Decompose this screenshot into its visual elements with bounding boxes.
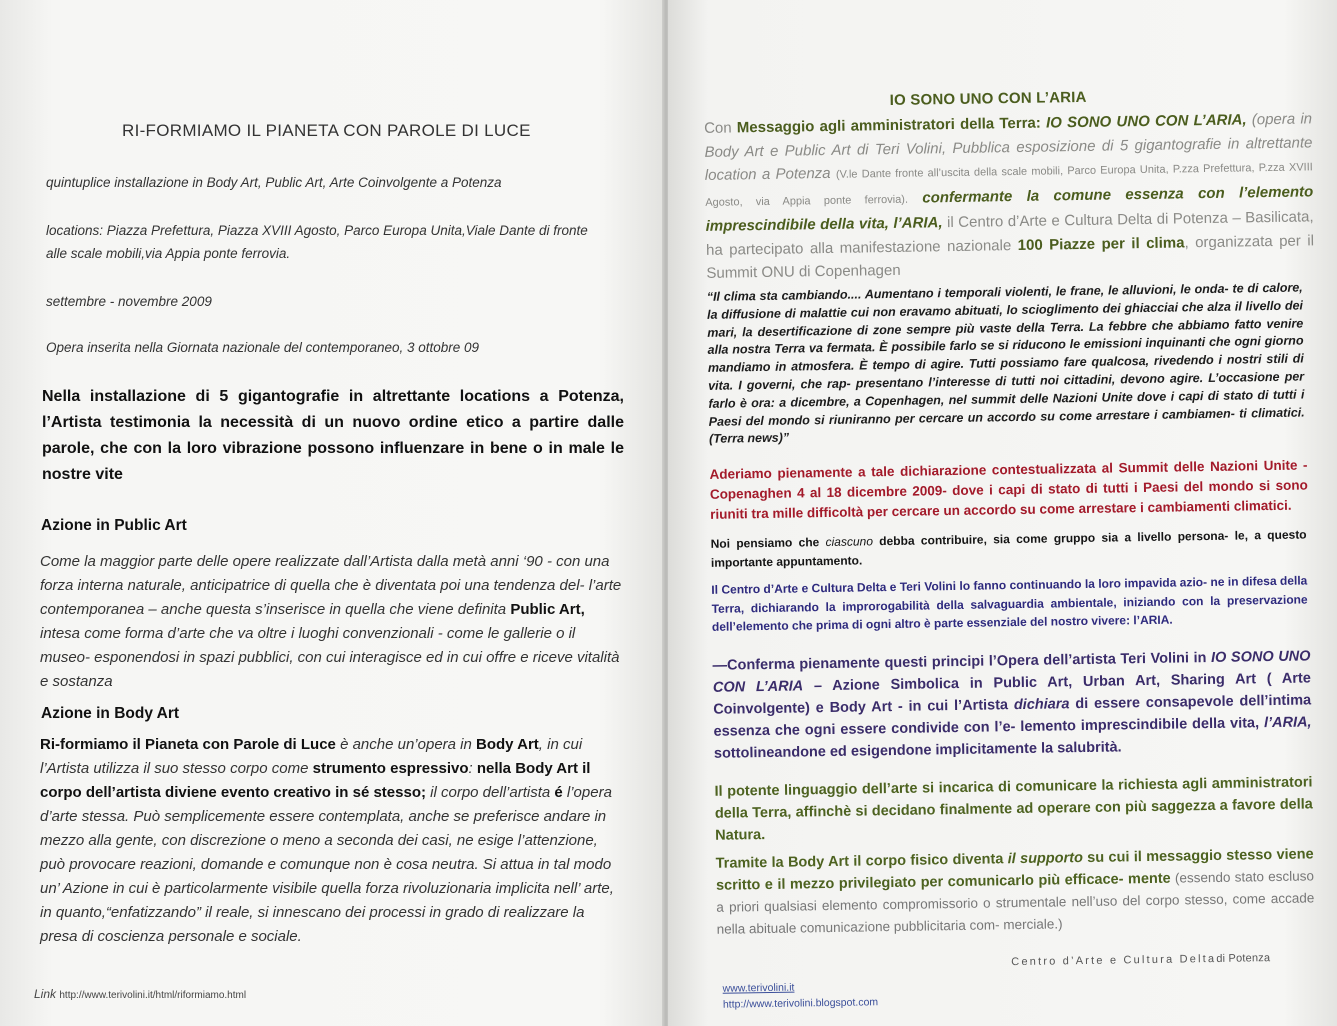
signature-name: Centro d’Arte e Cultura Delta (1011, 952, 1217, 969)
left-link-line (34, 987, 246, 1001)
intro-paragraph: Nella installazione di 5 gigantografie in altrettante locations a Potenza, l’Artista testimonia la necessità di un nuovo ordine etico a partire dalle parole, che con la loro vibrazione possono influenzare in bene o in male le nostre vite (42, 388, 624, 483)
art-language-paragraph: Il potente linguaggio dell’arte si incarica di comunicare la richiesta agli amministratori della Terra, affinchè si decidano finalmente ad operare con più saggezza a favore della Natura. (714, 774, 1313, 844)
signature-city: di Potenza (1216, 952, 1271, 965)
opera-note: Opera inserita nella Giornata nazionale del contemporaneo, 3 ottobre 09 (46, 340, 480, 355)
p5-text: sottolineandone ed esigendone implicitamente la salubrità. (713, 739, 1122, 762)
body-art-text: è anche un’opera in (335, 736, 477, 753)
p3-text: Noi pensiamo che (710, 535, 826, 551)
locations-line-1: locations: Piazza Prefettura, Piazza XVIII Agosto, Parco Europa Unita,Viale Dante di fronte (46, 223, 588, 238)
body-art-bold: Ri-formiamo il Pianeta con Parole di Luce (40, 736, 336, 753)
riformiamo-link[interactable]: http://www.terivolini.it/html/riformiamo.html (59, 990, 247, 1001)
p5-italic: l’ARIA, (1263, 714, 1312, 732)
p5-text: di essere consapevole dell’intima essenza che ogni essere condivide con l’e- lemento imprescindibile della vita, (713, 692, 1312, 740)
public-art-paragraph (40, 550, 626, 694)
body-art-text: il corpo dell’artista (425, 784, 555, 801)
event-dates: settembre - novembre 2009 (46, 294, 212, 309)
p3-italic: ciascuno (825, 534, 874, 550)
body-art-text: , in cui l’Artista utilizza il suo stesso corpo come (40, 736, 583, 777)
p1-bold-italic: IO SONO UNO CON L’ARIA, (1045, 111, 1247, 132)
manifesto-paragraph (704, 107, 1315, 285)
p5-italic: IO SONO UNO CON L’ARIA (712, 648, 1311, 696)
p1-bold: Messaggio agli amministratori della Terra: (736, 114, 1047, 137)
body-art-support-paragraph (716, 843, 1315, 940)
installation-subtitle: quintuplice installazione in Body Art, Public Art, Arte Coinvolgente a Potenza (46, 175, 502, 190)
left-page (0, 0, 666, 1026)
terivolini-site-link[interactable]: www.terivolini.it (722, 981, 795, 995)
p1-text: il Centro d’Arte e Cultura Delta di Potenza – Basilicata, ha partecipato alla manifestazione nazionale (705, 208, 1314, 259)
delta-paragraph: Il Centro d’Arte e Cultura Delta e Teri Volini lo fanno continuando la loro impavida azio- ne in difesa della Terra, dichiarando la improrogabilità della salvaguardia ambientale, iniziando con la preservazione dell’elemento che prima di ogni altro è parte essenziale del nostro vivere: l’ARIA. (711, 573, 1308, 634)
page-title: RI-FORMIAMO IL PIANETA CON PAROLE DI LUCE (122, 121, 531, 140)
public-art-heading: Azione in Public Art (41, 517, 187, 534)
p1-italic: (opera in Body Art e Public Art di Teri Volini, Pubblica esposizione di 5 gigantografie in altrettante location a Potenza (704, 110, 1313, 184)
body-art-bold: nella Body Art il corpo dell’artista diviene evento creativo in sé stesso; (40, 760, 591, 801)
p3-text: debba contribuire, sia come gruppo sia a livello persona- le, a questo importante appuntamento. (710, 527, 1307, 570)
p5-italic: dichiara (1013, 696, 1070, 714)
terivolini-blog-link[interactable]: http://www.terivolini.blogspot.com (722, 996, 879, 1011)
p7-text: (essendo stato escluso a priori qualsiasi elemento compromissorio o strumentale nell’uso del corpo stesso, come accade nella abituale comunicazione pubblicitaria com- merciale.) (716, 868, 1315, 937)
locations-line-2: alle scale mobili,via Appia ponte ferrovia. (46, 246, 291, 261)
centro-signature (1011, 952, 1270, 968)
body-art-heading: Azione in Body Art (41, 705, 180, 722)
p1-bold-italic: confermante la comune essenza con l’elemento imprescindibile della vita, l’ARIA, (705, 182, 1314, 235)
body-art-bold: strumento espressivo (312, 760, 469, 777)
p1-small: (V.le Dante fronte all’uscita della scale mobili, Parco Europa Unita, P.zza Prefettura, P.zza XVIII Agosto, via Appia ponte ferrovia). (705, 161, 1313, 209)
body-art-text: l’opera d’arte stessa. Può semplicemente essere contemplata, anche se preferisce andare in mezzo alla gente, con discrezione o meno a seconda dei casi, ne esige l’attenzione, può provocare reazioni, domande e comunque non è cosa neutra. Si attua in tal modo un’ Azione in cui è particolarmente visibile quella forza rivoluzionaria implicita nell’ arte, in quanto,“enfatizzando” il reale, si innescano dei processi in grado di realizzare la presa di coscienza personale e sociale. (40, 784, 614, 945)
body-art-bold: Body Art (476, 736, 539, 753)
confirmation-paragraph (712, 645, 1312, 764)
right-page-title: IO SONO UNO CON L’ARIA (889, 88, 1087, 109)
p7-bold: Tramite la Body Art il corpo fisico diventa (715, 851, 1008, 872)
p7-bold-italic: il supporto (1007, 850, 1084, 868)
p7-bold: su cui il messaggio stesso viene scritto e il mezzo privilegiato per comunicarlo più efficace- mente (715, 846, 1314, 894)
summit-declaration: Aderiamo pienamente a tale dichiarazione contestualizzata al Summit delle Nazioni Unite - Copenaghen 4 al 18 dicembre 2009- dove i capi di stato di tutti i Paesi del mondo si sono riuniti tra mille difficoltà per cercare un accordo su come arrestare i cambiamenti climatici. (709, 457, 1308, 522)
contribution-paragraph (711, 525, 1308, 571)
body-art-bold: é (554, 784, 563, 801)
body-art-paragraph (40, 733, 626, 949)
right-page (668, 0, 1337, 1026)
right-page-content (668, 0, 1337, 1026)
public-art-term: Public Art, (510, 601, 585, 618)
terra-news-quote: “Il clima sta cambiando.... Aumentano i temporali violenti, le frane, le alluvioni, le onda- te di calore, la diffusione di malattie cui non eravamo abituati, lo scioglimento dei ghiacciai che alza il livello dei mari, la desertificazione di zone sempre più vaste della Terra. La febbre che abbiamo fatto venire alla nostra Terra va fermata. È possibile farlo se si riducono le emissioni inquinanti che ogni giorno mandiamo in atmosfera. È tempo di agire. Tutti possiamo fare qualcosa, rivedendo i nostri stili di vita. I governi, che rap- presentano l’interesse di tutti noi cittadini, devono agire. L’occasione per farlo è ora: a dicembre, a Copenhagen, nel summit delle Nazioni Unite dove i capi di stato di tutti i Paesi del mondo si riuniranno per cercare un accordo su come arrestare i cambiamen- ti climatici. (Terra news)” (706, 280, 1305, 447)
public-art-text: Come la maggior parte delle opere realizzate dall’Artista dalla metà anni ‘90 - con una forza interna naturale, anticipatrice di quella che è diventata poi una tendenza del- l’arte contemporanea – anche questa s’inserisce in quella che viene definita (40, 553, 622, 618)
p1-text: Con (703, 119, 737, 137)
p1-bold: 100 Piazze per il clima (1017, 233, 1185, 254)
body-art-text: : (468, 760, 477, 777)
link-label: Link (34, 987, 57, 1001)
public-art-text: intesa come forma d’arte che va oltre i luoghi convenzionali - come le gallerie o il museo- esponendosi in spazi pubblici, con cui interagisce ed in cui offre e riceve vitalità e sostanza (40, 625, 620, 690)
p5-text: —Conferma pienamente questi principi l’Opera dell’artista Teri Volini in (712, 649, 1212, 674)
p5-text: – Azione Simbolica in Public Art, Urban Art, Sharing Art ( Arte Coinvolgente) e Body Art - in cui l’Artista (713, 670, 1311, 718)
p1-text: , organizzata per il Summit ONU di Copenhagen (706, 231, 1315, 282)
